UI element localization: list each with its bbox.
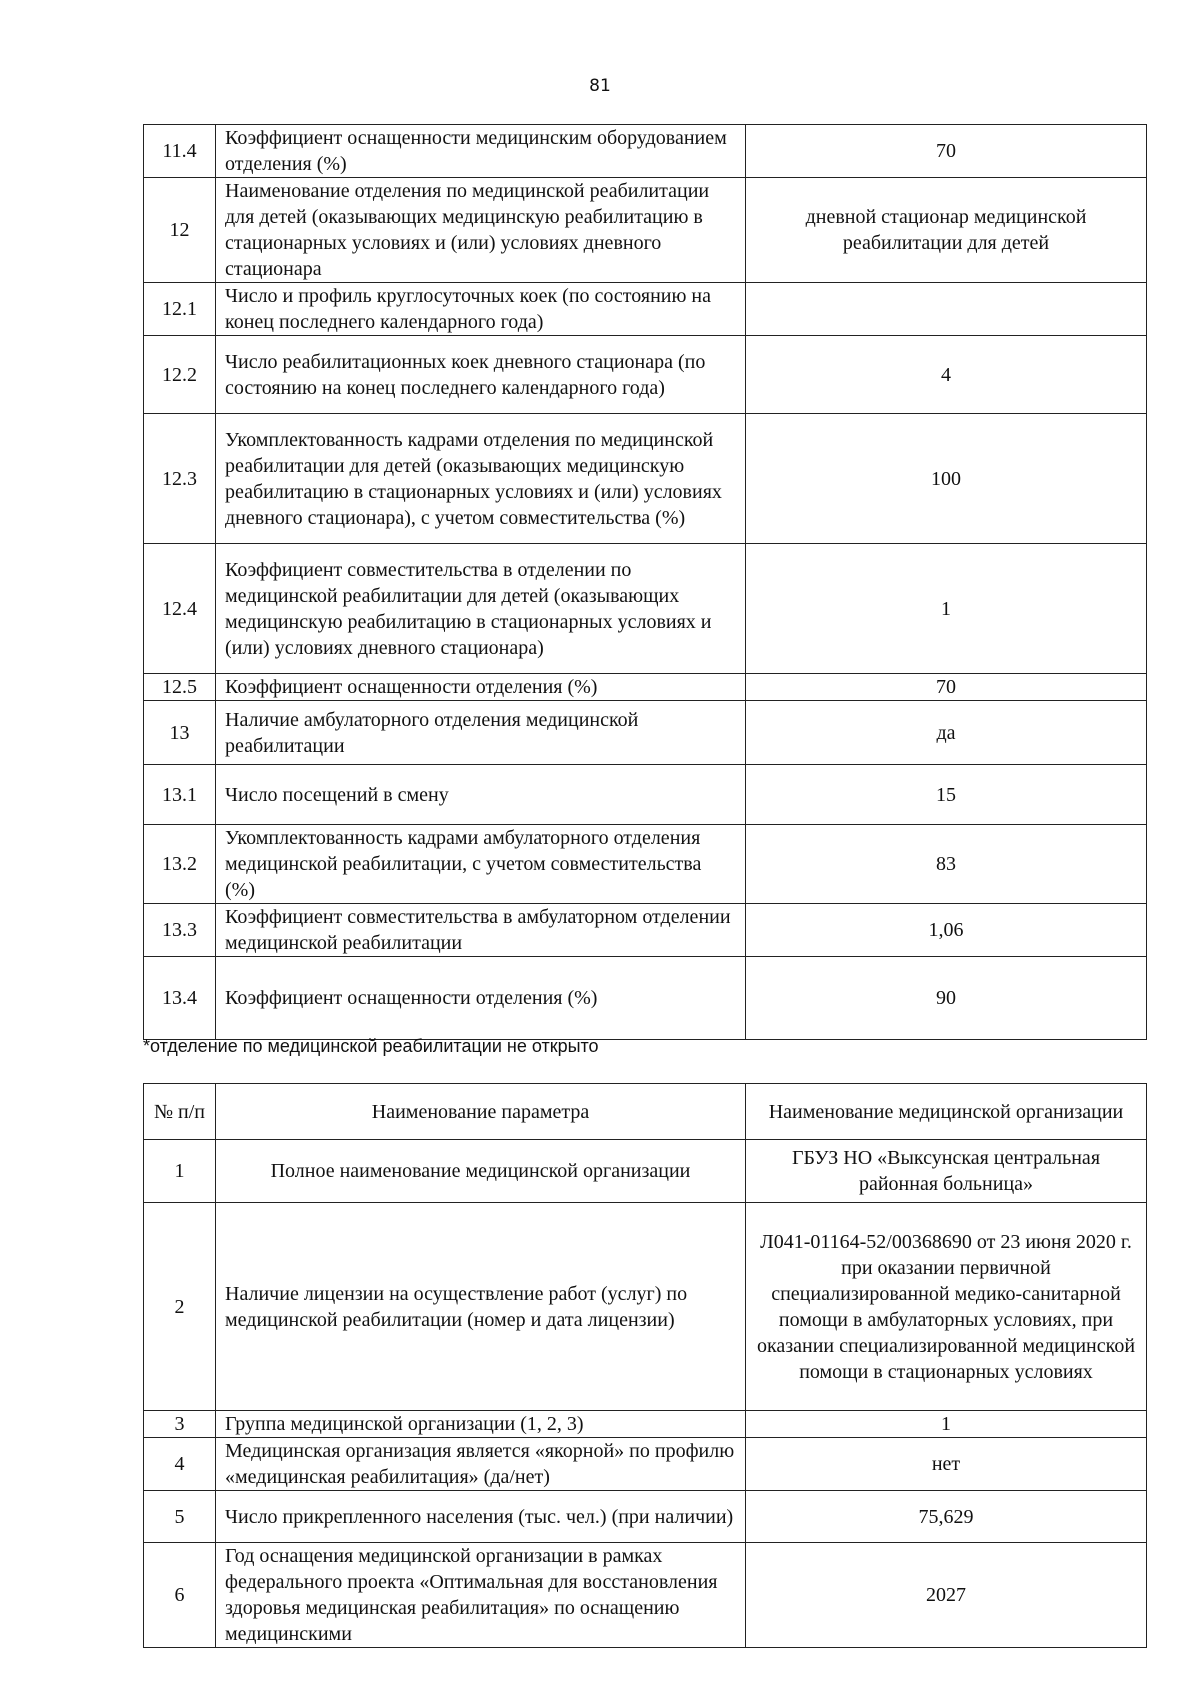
parameter-name: Число прикрепленного населения (тыс. чел.) (при наличии)	[216, 1491, 746, 1543]
table-row	[144, 1438, 1147, 1491]
rehab-parameters-table	[143, 124, 1147, 1040]
row-number: 2	[144, 1203, 216, 1411]
parameter-value: да	[746, 701, 1147, 765]
row-number: 13.2	[144, 825, 216, 904]
row-number: 5	[144, 1491, 216, 1543]
table-row	[144, 957, 1147, 1040]
parameter-value: 1	[746, 1411, 1147, 1438]
table-row	[144, 414, 1147, 544]
header-parameter: Наименование параметра	[216, 1084, 746, 1140]
parameter-value: 15	[746, 765, 1147, 825]
row-number: 12.4	[144, 544, 216, 674]
header-number: № п/п	[144, 1084, 216, 1140]
table-header-row	[144, 1084, 1147, 1140]
row-number: 11.4	[144, 125, 216, 178]
parameter-name: Медицинская организация является «якорной» по профилю «медицинская реабилитация» (да/нет)	[216, 1438, 746, 1491]
row-number: 6	[144, 1543, 216, 1648]
parameter-value: 70	[746, 125, 1147, 178]
parameter-value: 100	[746, 414, 1147, 544]
parameter-name: Наличие лицензии на осуществление работ (услуг) по медицинской реабилитации (номер и дата лицензии)	[216, 1203, 746, 1411]
row-number: 13	[144, 701, 216, 765]
table-row	[144, 904, 1147, 957]
parameter-value	[746, 283, 1147, 336]
parameter-value: 1	[746, 544, 1147, 674]
row-number: 12.1	[144, 283, 216, 336]
header-organization: Наименование медицинской организации	[746, 1084, 1147, 1140]
parameter-value: 83	[746, 825, 1147, 904]
parameter-value: нет	[746, 1438, 1147, 1491]
parameter-value: 4	[746, 336, 1147, 414]
table-row	[144, 178, 1147, 283]
table-row	[144, 1140, 1147, 1203]
parameter-name: Коэффициент оснащенности отделения (%)	[216, 957, 746, 1040]
parameter-value: 90	[746, 957, 1147, 1040]
table-row	[144, 1411, 1147, 1438]
parameter-name: Укомплектованность кадрами отделения по медицинской реабилитации для детей (оказывающих медицинскую реабилитацию в стационарных условиях и (или) условиях дневного стационара), с учетом совместительства (%)	[216, 414, 746, 544]
parameter-name: Коэффициент оснащенности медицинским оборудованием отделения (%)	[216, 125, 746, 178]
row-number: 12.5	[144, 674, 216, 701]
row-number: 1	[144, 1140, 216, 1203]
parameter-value: Л041-01164-52/00368690 от 23 июня 2020 г. при оказании первичной специализированной медико-санитарной помощи в амбулаторных условиях, при оказании специализированной медицинской помощи в стационарных условиях	[746, 1203, 1147, 1411]
parameter-value: 1,06	[746, 904, 1147, 957]
table-row	[144, 765, 1147, 825]
table-row	[144, 1543, 1147, 1648]
table-row	[144, 125, 1147, 178]
parameter-value: дневной стационар медицинской реабилитации для детей	[746, 178, 1147, 283]
table-row	[144, 701, 1147, 765]
parameter-name: Коэффициент оснащенности отделения (%)	[216, 674, 746, 701]
parameter-name: Коэффициент совместительства в отделении по медицинской реабилитации для детей (оказывающих медицинскую реабилитацию в стационарных условиях и (или) условиях дневного стационара)	[216, 544, 746, 674]
parameter-value: ГБУЗ НО «Выксунская центральная районная больница»	[746, 1140, 1147, 1203]
row-number: 13.3	[144, 904, 216, 957]
table-row	[144, 336, 1147, 414]
row-number: 12.3	[144, 414, 216, 544]
row-number: 12	[144, 178, 216, 283]
parameter-name: Число посещений в смену	[216, 765, 746, 825]
parameter-name: Коэффициент совместительства в амбулаторном отделении медицинской реабилитации	[216, 904, 746, 957]
table-row	[144, 544, 1147, 674]
parameter-name: Число и профиль круглосуточных коек (по состоянию на конец последнего календарного года)	[216, 283, 746, 336]
organization-table	[143, 1083, 1147, 1648]
row-number: 12.2	[144, 336, 216, 414]
table-row	[144, 283, 1147, 336]
row-number: 13.1	[144, 765, 216, 825]
parameter-value: 75,629	[746, 1491, 1147, 1543]
parameter-name: Год оснащения медицинской организации в рамках федерального проекта «Оптимальная для восстановления здоровья медицинская реабилитация» по оснащению медицинскими	[216, 1543, 746, 1648]
parameter-name: Полное наименование медицинской организации	[216, 1140, 746, 1203]
parameter-value: 70	[746, 674, 1147, 701]
parameter-name: Число реабилитационных коек дневного стационара (по состоянию на конец последнего календарного года)	[216, 336, 746, 414]
parameter-name: Наименование отделения по медицинской реабилитации для детей (оказывающих медицинскую реабилитацию в стационарных условиях и (или) условиях дневного стационара	[216, 178, 746, 283]
page-number: 81	[589, 76, 611, 96]
footnote: *отделение по медицинской реабилитации не открыто	[143, 1036, 599, 1056]
parameter-name: Группа медицинской организации (1, 2, 3)	[216, 1411, 746, 1438]
parameter-name: Укомплектованность кадрами амбулаторного отделения медицинской реабилитации, с учетом совместительства (%)	[216, 825, 746, 904]
row-number: 4	[144, 1438, 216, 1491]
table-row	[144, 1203, 1147, 1411]
table-row	[144, 825, 1147, 904]
row-number: 3	[144, 1411, 216, 1438]
table-row	[144, 1491, 1147, 1543]
table-row	[144, 674, 1147, 701]
parameter-value: 2027	[746, 1543, 1147, 1648]
row-number: 13.4	[144, 957, 216, 1040]
parameter-name: Наличие амбулаторного отделения медицинской реабилитации	[216, 701, 746, 765]
